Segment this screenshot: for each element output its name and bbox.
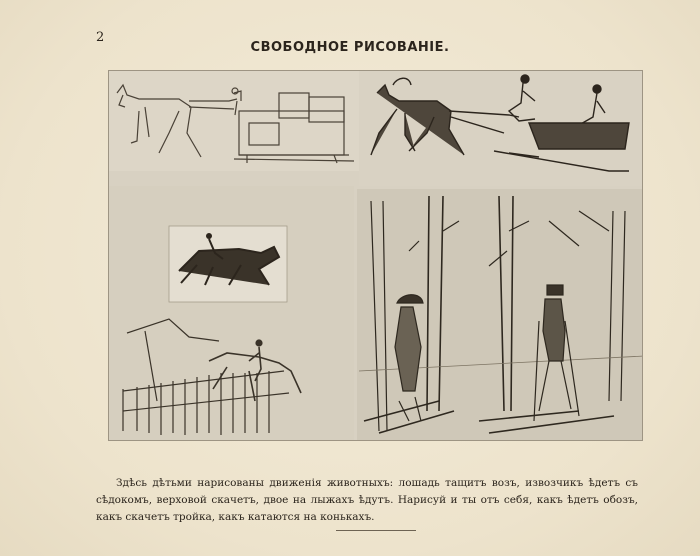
drawing-galloping-rider [169, 226, 287, 302]
drawings-plate [108, 70, 643, 441]
caption-text: Здѣсь дѣтьми нарисованы движенія животныхъ: лошадь тащитъ возъ, извозчикъ ѣдетъ съ сѣдокомъ, верховой скачетъ, двое на лыжахъ ѣдутъ. Нарисуй и ты отъ себя, какъ ѣдетъ обозъ, какъ скачетъ тройка, какъ катаются на конькахъ. [96, 477, 638, 523]
divider-rule [336, 530, 416, 531]
drawings-svg [109, 71, 643, 441]
panel-riders [109, 186, 354, 441]
page-title: СВОБОДНОЕ РИСОВАНІЕ. [250, 40, 450, 55]
page-number: 2 [96, 30, 105, 45]
